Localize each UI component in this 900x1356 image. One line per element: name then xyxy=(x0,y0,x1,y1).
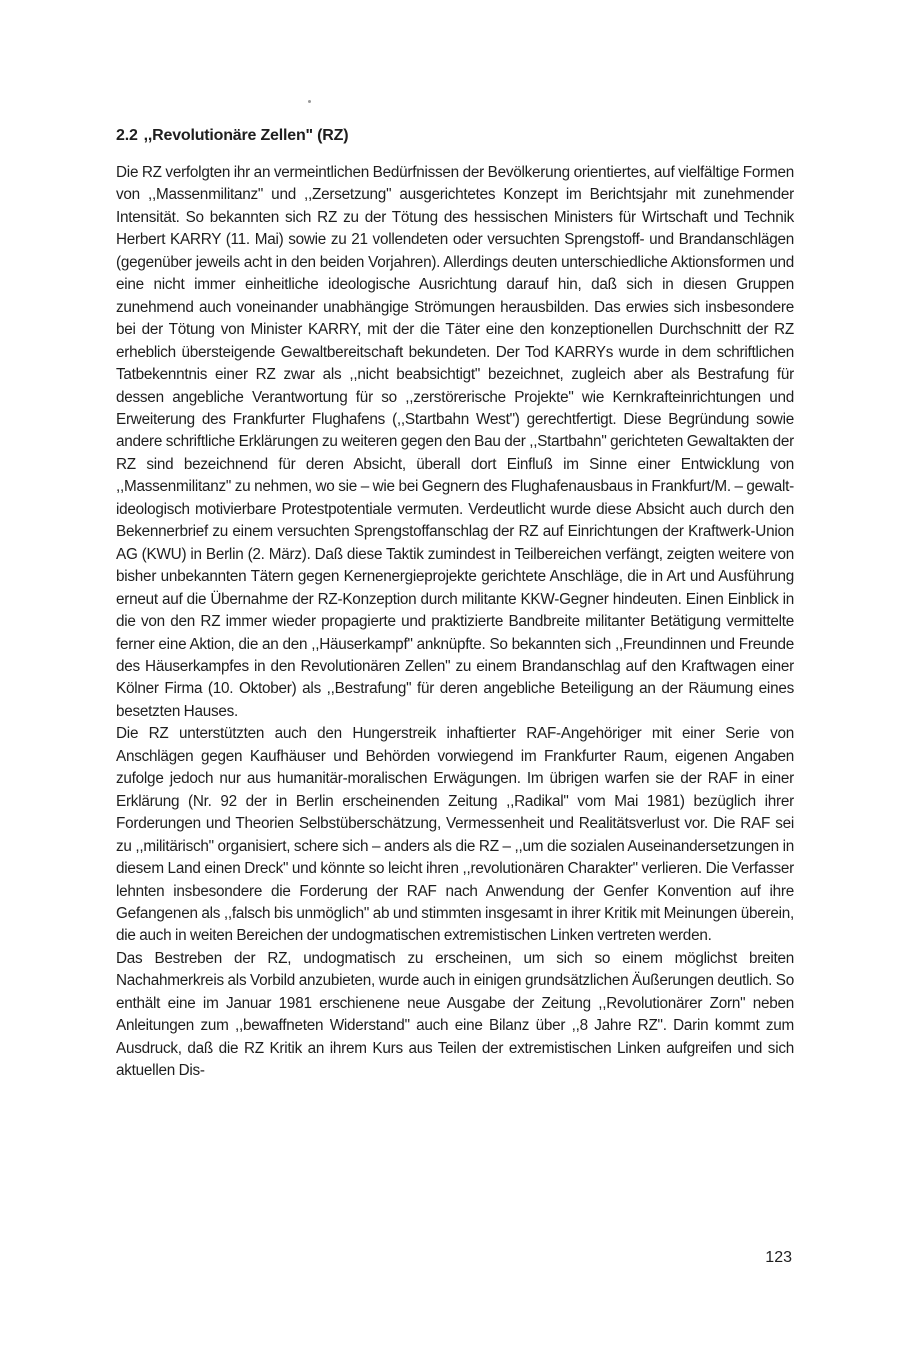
page-number: 123 xyxy=(765,1249,792,1266)
section-title: ,,Revolutionäre Zellen" (RZ) xyxy=(143,127,349,144)
scan-speck xyxy=(308,100,311,103)
section-number: 2.2 xyxy=(116,127,138,144)
paragraph-undogmatic-aims: Das Bestreben der RZ, undogmatisch zu erscheinen, um sich so einem möglichst breiten Nachahmerkreis als Vorbild anzubieten, wurde auch in einigen grundsätzlichen Äußerungen deutlich. So enthält eine im Januar 1981 erschienene neue Ausgabe der Zeitung ,,Revolutionärer Zorn" neben Anleitungen zum ,,bewaffneten Widerstand" auch eine Bilanz über ,,8 Jahre RZ". Darin kommt zum Ausdruck, daß die RZ Kritik an ihrem Kurs aus Teilen der extremistischen Linken aufgreifen und sich aktuellen Dis- xyxy=(116,949,794,1080)
page-content xyxy=(116,124,794,1083)
paragraph-rz-activities: Die RZ verfolgten ihr an vermeintlichen Bedürfnissen der Bevölkerung orientiertes, auf vielfältige Formen von ,,Massenmilitanz" und ,,Zersetzung" ausgerichtetes Konzept im Berichtsjahr mit zunehmender Intensität. So bekannten sich RZ zu der Tötung des hessischen Ministers für Wirtschaft und Technik Herbert KARRY (11. Mai) sowie zu 21 vollendeten oder versuchten Sprengstoff- und Brandanschlägen (gegenüber jeweils acht in den beiden Vorjahren). Allerdings deuten unterschiedliche Aktionsformen und eine nicht immer einheitliche ideologische Ausrichtung darauf hin, daß sich in diesen Gruppen zunehmend auch voneinander unabhängige Strömungen herausbilden. Das erwies sich insbesondere bei der Tötung von Minister KARRY, mit der die Täter eine den konzeptionellen Durchschnitt der RZ erheblich übersteigende Gewaltbereitschaft bekundeten. Der Tod KARRYs wurde in dem schriftlichen Tatbekenntnis einer RZ zwar als ,,nicht beabsichtigt" bezeichnet, zugleich aber als Bestrafung für dessen angebliche Verantwortung für so ,,zerstörerische Projekte" wie Kernkrafteinrichtungen und Erweiterung des Frankfurter Flughafens (,,Startbahn West") gerechtfertigt. Diese Begründung sowie andere schriftliche Erklärungen zu weiteren gegen den Bau der ,,Startbahn" gerichteten Gewaltakten der RZ sind bezeichnend für deren Absicht, überall dort Einfluß im Sinne einer Entwicklung von ,,Massenmilitanz" zu nehmen, wo sie – wie bei Gegnern des Flughafenausbaus in Frankfurt/M. – gewalt-ideologisch motivierbare Protestpotentiale vermuten. Verdeutlicht wurde diese Absicht auch durch den Bekennerbrief zu einem versuchten Sprengstoffanschlag der RZ auf Einrichtungen der Kraftwerk-Union AG (KWU) in Berlin (2. März). Daß diese Taktik zumindest in Teilbereichen verfängt, zeigten weitere von bisher unbekannten Tätern gegen Kernenergieprojekte gerichtete Anschläge, die in Art und Ausführung erneut auf die Übernahme der RZ-Konzeption durch militante KKW-Gegner hindeuten. Einen Einblick in die von den RZ immer wieder propagierte und praktizierte Bandbreite militanter Betätigung vermittelte ferner eine Aktion, die an den ,,Häuserkampf" anknüpfte. So bekannten sich ,,Freundinnen und Freunde des Häuserkampfes in den Revolutionären Zellen" zu einem Brandanschlag auf den Kraftwagen einer Kölner Firma (10. Oktober) als ,,Bestrafung" für deren angebliche Beteiligung an der Räumung eines besetzten Hauses. xyxy=(116,164,794,720)
paragraph-hunger-strike: Die RZ unterstützten auch den Hungerstreik inhaftierter RAF-Angehöriger mit einer Serie von Anschlägen gegen Kaufhäuser und Behörden vorwiegend im Frankfurter Raum, eigenen Angaben zufolge jedoch nur aus humanitär-moralischen Erwägungen. Im übrigen warfen sie der RAF in einer Erklärung (Nr. 92 der in Berlin erscheinenden Zeitung ,,Radikal" vom Mai 1981) bezüglich ihrer Forderungen und Theorien Selbstüberschätzung, Vermessenheit und Realitätsverlust vor. Die RAF sei zu ,,militärisch" organisiert, schere sich – anders als die RZ – ,,um die sozialen Auseinandersetzungen in diesem Land einen Dreck" und könnte so leicht ihren ,,revolutionären Charakter" verlieren. Die Verfasser lehnten insbesondere die Forderung der RAF nach Anwendung der Genfer Konvention auf ihre Gefangenen als ,,falsch bis unmöglich" ab und stimmten insgesamt in ihrer Kritik mit Meinungen überein, die auch in weiten Bereichen der undogmatischen extremistischen Linken vertreten werden. xyxy=(116,725,794,945)
section-heading xyxy=(116,124,794,148)
